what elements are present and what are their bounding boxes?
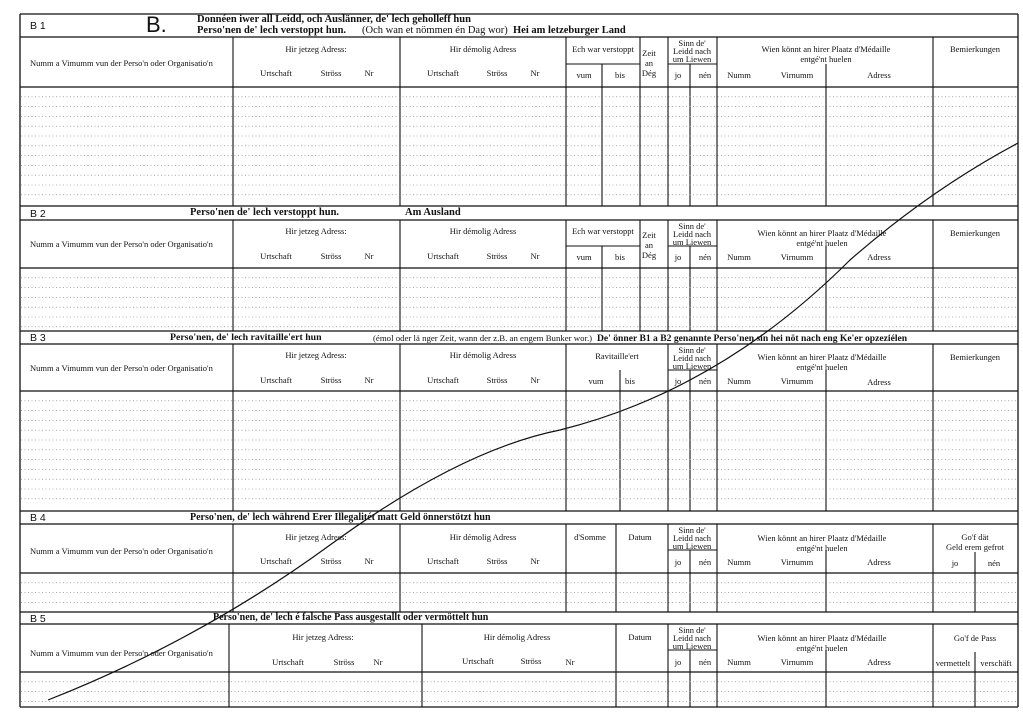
b2-cur-col: Nr	[364, 251, 374, 261]
b3-ravit-col: bis	[625, 376, 635, 386]
b1-medal-header: entgé'nt huelen	[800, 54, 852, 64]
b1-title-note: (Och wan et nömmen én Dag wor)	[362, 25, 508, 36]
b2-remarks-header: Bemierkungen	[949, 228, 1001, 238]
b1-medal-col: Virnumm	[780, 70, 814, 80]
section-code-b1: B 1	[30, 20, 46, 32]
b2-medal-header: Wien könnt an hirer Plaatz d'Médaille	[757, 228, 887, 238]
b5-sinn-col: nén	[698, 657, 712, 667]
b2-old-col: Nr	[530, 251, 540, 261]
b1-sinn-col: nén	[698, 70, 712, 80]
b4-geld-col: jo	[951, 558, 959, 568]
b1-title-line2: Perso'nen de' lech verstoppt hun.	[197, 25, 347, 36]
b1-medal-header: Wien könnt an hirer Plaatz d'Médaille	[761, 44, 891, 54]
b4-medal-header: entgé'nt huelen	[796, 543, 848, 553]
b2-old-col: Urtschaft	[427, 251, 459, 261]
b4-current-address-header: Hir jetzeg Adress:	[285, 532, 347, 542]
b3-medal-col: Adress	[867, 377, 891, 387]
b2-cur-col: Urtschaft	[260, 251, 292, 261]
b1-hidden-col: vum	[576, 70, 592, 80]
b3-cur-col: Ströss	[320, 375, 342, 385]
b1-title-land: Hei am letzeburger Land	[513, 25, 626, 36]
b1-zeit-header: an	[644, 58, 654, 68]
b3-medal-header: Wien könnt an hirer Plaatz d'Médaille	[757, 352, 887, 362]
b3-old-col: Nr	[530, 375, 540, 385]
b3-title: Perso'nen, de' lech ravitaille'ert hun	[170, 332, 322, 343]
b3-medal-col: Virnumm	[780, 376, 814, 386]
b3-ravit-col: vum	[588, 376, 604, 386]
b2-name-header: Numm a Vimumm vun der Perso'n oder Organisatio'n	[30, 239, 213, 249]
b2-sinn-header: Leidd nach	[673, 229, 711, 239]
b5-pass-header: Go'f de Pass	[953, 633, 997, 643]
b1-current-address-header: Hir jetzeg Adress:	[285, 44, 347, 54]
b2-old-col: Ströss	[486, 251, 508, 261]
b3-current-address-header: Hir jetzeg Adress:	[285, 350, 347, 360]
section-code-b4: B 4	[30, 512, 46, 524]
b1-hidden-col: bis	[615, 70, 625, 80]
b1-medal-col: Adress	[867, 70, 891, 80]
b2-sinn-col: jo	[674, 252, 682, 262]
b4-medal-col: Virnumm	[780, 557, 814, 567]
b5-old-col: Urtschaft	[462, 656, 494, 666]
b2-medal-col: Virnumm	[780, 252, 814, 262]
b5-medal-header: Wien könnt an hirer Plaatz d'Médaille	[757, 633, 887, 643]
b4-cur-col: Urtschaft	[260, 556, 292, 566]
b5-title: Perso'nen, de' lech é falsche Pass ausgestallt oder vermöttelt hun	[213, 612, 489, 623]
b1-zeit-header: Zeit	[642, 48, 656, 58]
b1-sinn-header: Sinn de'	[678, 38, 706, 48]
b2-zeit-header: Dég	[641, 250, 657, 260]
b1-cur-col: Nr	[364, 68, 374, 78]
b4-somme-header: d'Somme	[574, 532, 606, 542]
b3-sinn-col: jo	[674, 376, 682, 386]
b1-old-address-header: Hir démolig Adress	[449, 44, 517, 54]
section-code-b3: B 3	[30, 332, 46, 344]
b1-zeit-header: Dég	[641, 68, 657, 78]
b5-current-address-header: Hir jetzeg Adress:	[292, 632, 354, 642]
b1-cur-col: Ströss	[320, 68, 342, 78]
b2-zeit-header: an	[644, 240, 654, 250]
b3-name-header: Numm a Vimumm vun der Perso'n oder Organisatio'n	[30, 363, 213, 373]
b1-hidden-header: Ech war verstoppt	[572, 44, 634, 54]
b2-zeit-header: Zeit	[642, 230, 656, 240]
b4-geld-header: Geld erem gefrot	[945, 542, 1005, 552]
b4-sinn-col: nén	[698, 557, 712, 567]
b1-sinn-header: um Liewen	[672, 54, 712, 64]
b3-sinn-col: nén	[698, 376, 712, 386]
b3-cur-col: Urtschaft	[260, 375, 292, 385]
b1-old-col: Nr	[530, 68, 540, 78]
section-code-b2: B 2	[30, 208, 46, 220]
b4-datum-header: Datum	[628, 532, 652, 542]
b3-medal-header: entgé'nt huelen	[796, 362, 848, 372]
b2-title-right: Am Ausland	[405, 207, 461, 218]
b4-old-col: Nr	[530, 556, 540, 566]
b5-sinn-header: Sinn de'	[678, 625, 706, 635]
b4-medal-col: Numm	[727, 557, 751, 567]
section-code-b5: B 5	[30, 613, 46, 625]
b1-sinn-header: Leidd nach	[673, 46, 711, 56]
b5-old-col: Ströss	[520, 656, 542, 666]
b5-cur-col: Ströss	[333, 657, 355, 667]
b2-hidden-col: bis	[615, 252, 625, 262]
b5-medal-col: Virnumm	[780, 657, 814, 667]
b3-old-col: Urtschaft	[427, 375, 459, 385]
b5-datum-header: Datum	[628, 632, 652, 642]
b3-sinn-header: Sinn de'	[678, 345, 706, 355]
b4-name-header: Numm a Vimumm vun der Perso'n oder Organisatio'n	[30, 546, 213, 556]
b4-medal-col: Adress	[867, 557, 891, 567]
b2-title: Perso'nen de' lech verstoppt hun.	[190, 207, 340, 218]
b3-old-address-header: Hir démolig Adress	[449, 350, 517, 360]
b2-cur-col: Ströss	[320, 251, 342, 261]
b2-current-address-header: Hir jetzeg Adress:	[285, 226, 347, 236]
b3-title-note: (émol oder lä nger Zeit, wann der z.B. an engem Bunker wor.)	[373, 333, 593, 343]
b5-name-header: Numm a Vimumm vun der Perso'n oder Organisatio'n	[30, 648, 213, 658]
b5-medal-col: Numm	[727, 657, 751, 667]
b4-title: Perso'nen, de' lech während Erer Illegalitét matt Geld önnerstötzt hun	[190, 512, 491, 523]
b5-cur-col: Nr	[373, 657, 383, 667]
b5-old-col: Nr	[565, 657, 575, 667]
b3-cur-col: Nr	[364, 375, 374, 385]
b2-sinn-header: Sinn de'	[678, 221, 706, 231]
b4-old-col: Ströss	[486, 556, 508, 566]
b1-old-col: Ströss	[486, 68, 508, 78]
b3-old-col: Ströss	[486, 375, 508, 385]
b4-old-address-header: Hir démolig Adress	[449, 532, 517, 542]
b3-sinn-header: Leidd nach	[673, 353, 711, 363]
b4-medal-header: Wien könnt an hirer Plaatz d'Médaille	[757, 533, 887, 543]
b5-old-address-header: Hir démolig Adress	[483, 632, 551, 642]
b5-medal-col: Adress	[867, 657, 891, 667]
b5-pass-col: vermettelt	[935, 658, 971, 668]
b4-cur-col: Ströss	[320, 556, 342, 566]
b1-sinn-col: jo	[674, 70, 682, 80]
b5-sinn-header: Leidd nach	[673, 633, 711, 643]
b4-cur-col: Nr	[364, 556, 374, 566]
b1-title-line1: Donnéen iwer all Leidd, och Auslänner, de' lech geholleff hun	[197, 14, 471, 25]
b2-medal-header: entgé'nt huelen	[796, 238, 848, 248]
b4-sinn-header: Leidd nach	[673, 533, 711, 543]
b1-cur-col: Urtschaft	[260, 68, 292, 78]
b5-pass-col: verschäft	[980, 658, 1012, 668]
b3-title-right: De' önner B1 a B2 genannte Perso'nen sin hei nöt nach eng Ke'er opzeziélen	[597, 333, 908, 344]
b1-name-header: Numm a Vimumm vun der Perso'n oder Organisatio'n	[30, 58, 213, 68]
b2-sinn-col: nén	[698, 252, 712, 262]
b2-medal-col: Adress	[867, 252, 891, 262]
b2-hidden-header: Ech war verstoppt	[572, 226, 634, 236]
b5-sinn-header: um Liewen	[672, 641, 712, 651]
b4-sinn-header: um Liewen	[672, 541, 712, 551]
b5-cur-col: Urtschaft	[272, 657, 304, 667]
b2-sinn-header: um Liewen	[672, 237, 712, 247]
b3-ravit-header: Ravitaille'ert	[595, 351, 639, 361]
b3-medal-col: Numm	[727, 376, 751, 386]
b4-geld-col: nén	[987, 558, 1001, 568]
diagonal-cancel-line	[48, 143, 1018, 700]
form-letter: B.	[146, 12, 167, 37]
b5-sinn-col: jo	[674, 657, 682, 667]
b4-old-col: Urtschaft	[427, 556, 459, 566]
b1-remarks-header: Bemierkungen	[949, 44, 1001, 54]
b4-sinn-header: Sinn de'	[678, 525, 706, 535]
b5-medal-header: entgé'nt huelen	[796, 643, 848, 653]
b4-geld-header: Go'f dät	[961, 532, 989, 542]
b2-medal-col: Numm	[727, 252, 751, 262]
b1-old-col: Urtschaft	[427, 68, 459, 78]
b4-sinn-col: jo	[674, 557, 682, 567]
b1-medal-col: Numm	[727, 70, 751, 80]
b3-sinn-header: um Liewen	[672, 361, 712, 371]
b2-hidden-col: vum	[576, 252, 592, 262]
b3-remarks-header: Bemierkungen	[949, 352, 1001, 362]
b2-old-address-header: Hir démolig Adress	[449, 226, 517, 236]
